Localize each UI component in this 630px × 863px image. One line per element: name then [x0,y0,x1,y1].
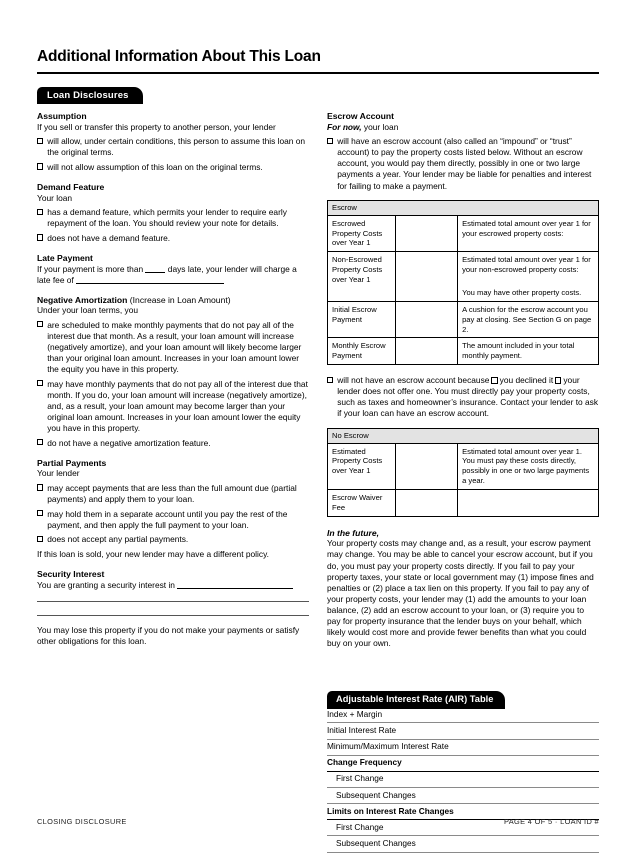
table-row [328,301,599,338]
air-tab-row [327,689,599,707]
no-escrow-table-title: No Escrow [328,428,599,443]
escrow-row-1-description [458,252,599,302]
air-row-5-label: Subsequent Changes [327,788,599,804]
table-row [327,836,599,852]
security-interest-blank-1[interactable] [177,588,293,589]
table-row [327,755,599,771]
checkbox-icon[interactable] [37,380,43,386]
escrow-will-have-option[interactable] [327,136,599,191]
section-tab-air-table: Adjustable Interest Rate (AIR) Table [327,691,505,709]
air-row-1-label: Initial Interest Rate [327,723,599,739]
demand-feature-heading: Demand Feature [37,181,105,192]
checkbox-icon-no-offer[interactable] [555,377,561,383]
security-interest-blank-3[interactable] [37,615,309,616]
escrow-will-not-have-option[interactable] [327,375,599,419]
checkbox-icon-declined[interactable] [491,377,497,383]
escrow-row-2-amount[interactable] [395,301,457,338]
no-escrow-table [327,428,599,517]
escrow-will-not-have-part-b: you declined it [499,375,554,386]
air-row-3-label: Change Frequency [327,755,599,771]
partial-payments-option-3-label: does not accept any partial payments. [47,534,189,545]
table-row [328,252,599,302]
late-payment-heading: Late Payment [37,252,93,263]
negative-amortization-option-2-label: may have monthly payments that do not pay all of the interest due that month. If you do, your loan amount will increase (negatively amortize), and, as a result, your loan amount may become larger than your original loan amount. Increases in your loan amount lower the equity you have in this property. [47,378,308,433]
assumption-option-2[interactable] [37,162,309,173]
late-payment-text-middle: days late, your lender will charge a late fee of [37,263,297,285]
escrow-row-3-description: The amount included in your total monthly payment. [458,338,599,365]
partial-payments-option-3[interactable] [37,534,309,545]
escrow-account-lead-bold: For now, [327,121,362,132]
no-escrow-row-0-amount[interactable] [395,443,457,489]
air-row-2-label: Minimum/Maximum Interest Rate [327,739,599,755]
air-row-0-label: Index + Margin [327,707,599,723]
escrow-account-lead [327,122,599,133]
escrow-row-0-description: Estimated total amount over year 1 for your escrowed property costs: [458,215,599,252]
checkbox-icon[interactable] [327,377,333,383]
escrow-row-3-amount[interactable] [395,338,457,365]
table-row [327,788,599,804]
escrow-account-lead-rest: your loan [361,121,399,132]
no-escrow-row-1-description [458,489,599,516]
table-row [328,489,599,516]
air-row-7-label: First Change [327,820,599,836]
escrow-row-0-label: Escrowed Property Costs over Year 1 [328,215,396,252]
escrow-account-heading: Escrow Account [327,111,395,122]
negative-amortization-heading-main: Negative Amortization [37,294,128,305]
checkbox-icon[interactable] [37,163,43,169]
escrow-will-not-have-label [337,375,599,419]
escrow-row-1-label: Non-Escrowed Property Costs over Year 1 [328,252,396,302]
partial-payments-option-2-label: may hold them in a separate account until you pay the rest of the payment, and then apply the full payment to your loan. [47,508,288,530]
page-title: Additional Information About This Loan [37,48,321,65]
partial-payments-option-1[interactable] [37,483,309,505]
checkbox-icon[interactable] [37,321,43,327]
escrow-will-not-have-part-c: your lender does not offer one. You must directly pay your property costs, such as taxes and homeowner’s insurance. Contact your lender to ask if your loan can have an escrow account. [337,375,599,419]
no-escrow-row-0-description: Estimated total amount over year 1. You must pay these costs directly, possibly in one or two large payments a year. [458,443,599,489]
table-row [327,723,599,739]
late-payment-days-blank[interactable] [145,272,165,273]
title-rule [37,72,599,74]
no-escrow-row-1-amount[interactable] [395,489,457,516]
in-the-future-heading [327,528,599,539]
air-table-section [327,689,599,852]
checkbox-icon[interactable] [37,484,43,490]
negative-amortization-option-3[interactable] [37,438,309,449]
left-column [37,111,309,853]
assumption-heading: Assumption [37,111,87,122]
checkbox-icon[interactable] [37,510,43,516]
security-interest-blank-2[interactable] [37,601,309,602]
section-tab-loan-disclosures: Loan Disclosures [37,87,143,104]
loan-disclosures-tab-row [37,85,599,102]
assumption-option-2-label: will not allow assumption of this loan on the original terms. [47,161,263,172]
footer-page-indicator: PAGE 4 OF 5 · LOAN ID # [504,817,599,826]
checkbox-icon[interactable] [327,138,333,144]
negative-amortization-heading [37,295,309,306]
escrow-row-1-amount[interactable] [395,252,457,302]
air-row-6-label: Limits on Interest Rate Changes [327,804,599,820]
air-row-8-label: Subsequent Changes [327,836,599,852]
checkbox-icon[interactable] [37,439,43,445]
escrow-table [327,200,599,365]
demand-feature-option-1[interactable] [37,207,309,229]
checkbox-icon[interactable] [37,234,43,240]
table-row [328,338,599,365]
demand-feature-option-2-label: does not have a demand feature. [47,232,171,243]
table-row [327,771,599,787]
partial-payments-footnote: If this loan is sold, your new lender may have a different policy. [37,548,269,559]
partial-payments-option-2[interactable] [37,509,309,531]
partial-payments-heading: Partial Payments [37,457,107,468]
checkbox-icon[interactable] [37,138,43,144]
escrow-row-2-label: Initial Escrow Payment [328,301,396,338]
table-row [328,215,599,252]
demand-feature-lead: Your loan [37,192,73,203]
assumption-option-1[interactable] [37,136,309,158]
demand-feature-option-1-label: has a demand feature, which permits your lender to require early repayment of the loan. You should review your note for details. [47,207,287,229]
checkbox-icon[interactable] [37,536,43,542]
late-payment-text [37,264,309,286]
security-interest-closing: You may lose this property if you do not make your payments or satisfy other obligations for this loan. [37,624,300,646]
escrow-row-1-description-main: Estimated total amount over year 1 for your non-escrowed property costs: [462,255,591,275]
late-payment-text-before: If your payment is more than [37,263,144,274]
table-row [327,739,599,755]
page-footer [37,817,599,826]
partial-payments-lead: Your lender [37,468,80,479]
negative-amortization-option-1[interactable] [37,320,309,375]
escrow-row-1-description-extra: You may have other property costs. [462,287,582,297]
negative-amortization-lead: Under your loan terms, you [37,305,139,316]
negative-amortization-option-1-label: are scheduled to make monthly payments that do not pay all of the interest due that month. As a result, your loan amount will increase (negatively amortize), and your loan amount will likely become larger than your original loan amount. Increases in your loan amount lower the equity you have in this property. [47,319,302,375]
escrow-table-title: Escrow [328,200,599,215]
demand-feature-option-2[interactable] [37,233,309,244]
security-interest-heading: Security Interest [37,568,105,579]
late-payment-fee-blank[interactable] [76,283,224,284]
negative-amortization-option-3-label: do not have a negative amortization feature. [47,437,211,448]
security-interest-lead-text: You are granting a security interest in [37,579,175,590]
partial-payments-option-1-label: may accept payments that are less than the full amount due (partial payments) and apply them to your loan. [47,482,297,504]
escrow-will-have-label: will have an escrow account (also called an “impound” or “trust” account) to pay the property costs listed below. Without an escrow account, you would pay them directly, possibly in one or two large payments a year. Your lender may be liable for penalties and interest for failing to make a payment. [337,136,592,191]
table-row [327,707,599,723]
footer-document-name: CLOSING DISCLOSURE [37,817,127,826]
no-escrow-row-0-label: Estimated Property Costs over Year 1 [328,443,396,489]
in-the-future-heading-text: In the future, [327,527,380,538]
negative-amortization-heading-note: (Increase in Loan Amount) [129,294,231,305]
in-the-future-body: Your property costs may change and, as a result, your escrow payment may change. You may be able to cancel your escrow account, but if you do, you must pay your property costs directly. If you fail to pay your property taxes, your state or local government may (1) impose fines and penalties or (2) place a tax lien on this property. If you fail to pay any of your property costs, your lender may (1) add the amounts to your loan balance, (2) add an escrow account to your loan, or (3) require you to pay for property insurance that the lender buys on your behalf, which likely would cost more and provide fewer benefits than what you could buy on your own. [327,538,594,649]
escrow-row-2-description: A cushion for the escrow account you pay at closing. See Section G on page 2. [458,301,599,338]
negative-amortization-option-2[interactable] [37,379,309,434]
assumption-option-1-label: will allow, under certain conditions, this person to assume this loan on the original terms. [47,136,306,158]
assumption-lead: If you sell or transfer this property to another person, your lender [37,121,276,132]
security-interest-lead [37,580,309,591]
right-column [327,111,599,853]
checkbox-icon[interactable] [37,209,43,215]
no-escrow-row-1-label: Escrow Waiver Fee [328,489,396,516]
escrow-will-not-have-part-a: will not have an escrow account because [337,375,490,386]
air-table [327,707,599,852]
table-row [328,443,599,489]
air-row-4-label: First Change [327,771,599,787]
escrow-row-3-label: Monthly Escrow Payment [328,338,396,365]
escrow-row-0-amount[interactable] [395,215,457,252]
